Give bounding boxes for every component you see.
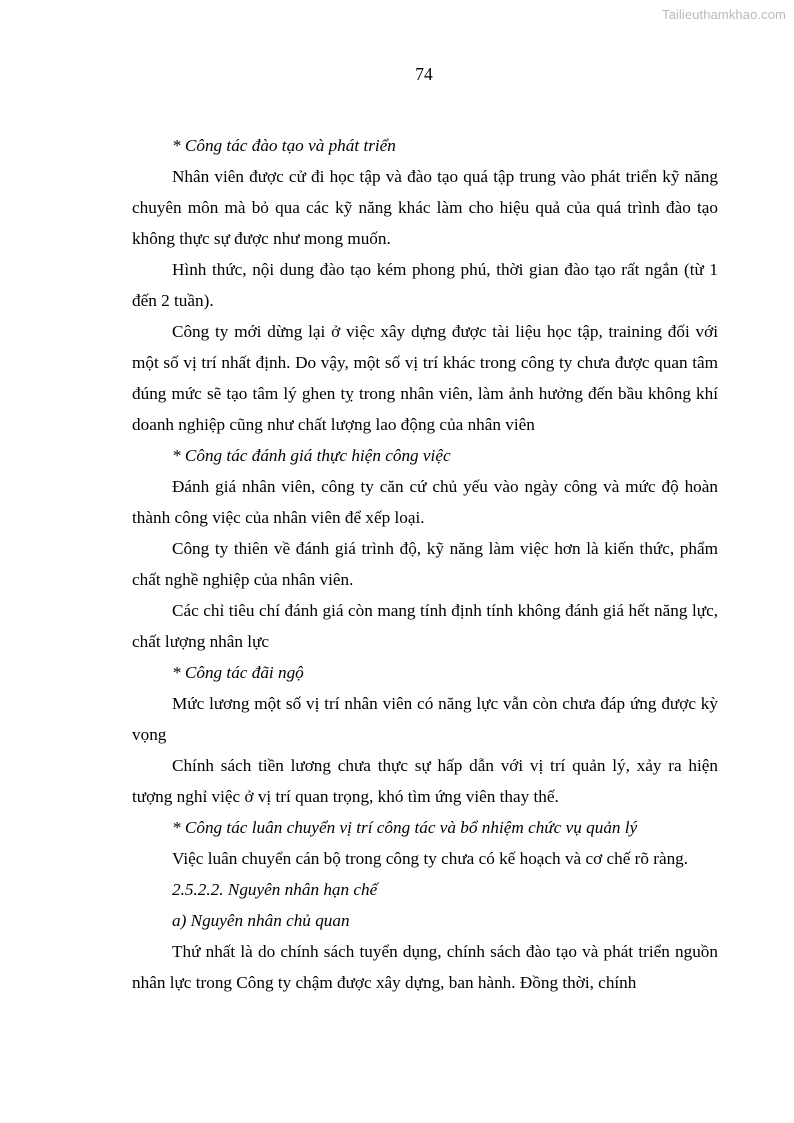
paragraph: Công ty mới dừng lại ở việc xây dựng được tài liệu học tập, training đối với một số vị trí nhất định. Do vậy, một số vị trí khác trong công ty chưa được quan tâm đúng mức sẽ tạo tâm lý ghen tỵ trong nhân viên, làm ảnh hưởng đến bầu không khí doanh nghiệp cũng như chất lượng lao động của nhân viên — [132, 322, 718, 434]
section-heading-training: * Công tác đào tạo và phát triển — [172, 136, 396, 155]
subsection-heading-subjective-causes: a) Nguyên nhân chủ quan — [172, 911, 350, 930]
page-number: 74 — [415, 64, 433, 84]
paragraph: Hình thức, nội dung đào tạo kém phong phú, thời gian đào tạo rất ngắn (từ 1 đến 2 tuần). — [132, 260, 718, 310]
paragraph: Chính sách tiền lương chưa thực sự hấp dẫn với vị trí quản lý, xảy ra hiện tượng nghỉ việc ở vị trí quan trọng, khó tìm ứng viên thay thế. — [132, 756, 718, 806]
paragraph: Thứ nhất là do chính sách tuyển dụng, chính sách đào tạo và phát triển nguồn nhân lực trong Công ty chậm được xây dựng, ban hành. Đồng thời, chính — [132, 942, 718, 992]
section-heading-compensation: * Công tác đãi ngộ — [172, 663, 304, 682]
subsection-heading-causes: 2.5.2.2. Nguyên nhân hạn chế — [172, 880, 378, 899]
section-heading-evaluation: * Công tác đánh giá thực hiện công việc — [172, 446, 451, 465]
section-heading-rotation: * Công tác luân chuyển vị trí công tác và bổ nhiệm chức vụ quản lý — [172, 818, 638, 837]
paragraph: Mức lương một số vị trí nhân viên có năng lực vẫn còn chưa đáp ứng được kỳ vọng — [132, 694, 718, 744]
paragraph: Các chỉ tiêu chí đánh giá còn mang tính định tính không đánh giá hết năng lực, chất lượng nhân lực — [132, 601, 718, 651]
paragraph: Công ty thiên về đánh giá trình độ, kỹ năng làm việc hơn là kiến thức, phẩm chất nghề nghiệp của nhân viên. — [132, 539, 718, 589]
paragraph: Đánh giá nhân viên, công ty căn cứ chủ yếu vào ngày công và mức độ hoàn thành công việc của nhân viên để xếp loại. — [132, 477, 718, 527]
paragraph: Việc luân chuyển cán bộ trong công ty chưa có kế hoạch và cơ chế rõ ràng. — [172, 849, 689, 868]
paragraph: Nhân viên được cử đi học tập và đào tạo quá tập trung vào phát triển kỹ năng chuyên môn mà bỏ qua các kỹ năng khác làm cho hiệu quả của quá trình đào tạo không thực sự được như mong muốn. — [132, 167, 718, 248]
watermark: Tailieuthamkhao.com — [661, 7, 786, 22]
document-body — [132, 130, 718, 998]
